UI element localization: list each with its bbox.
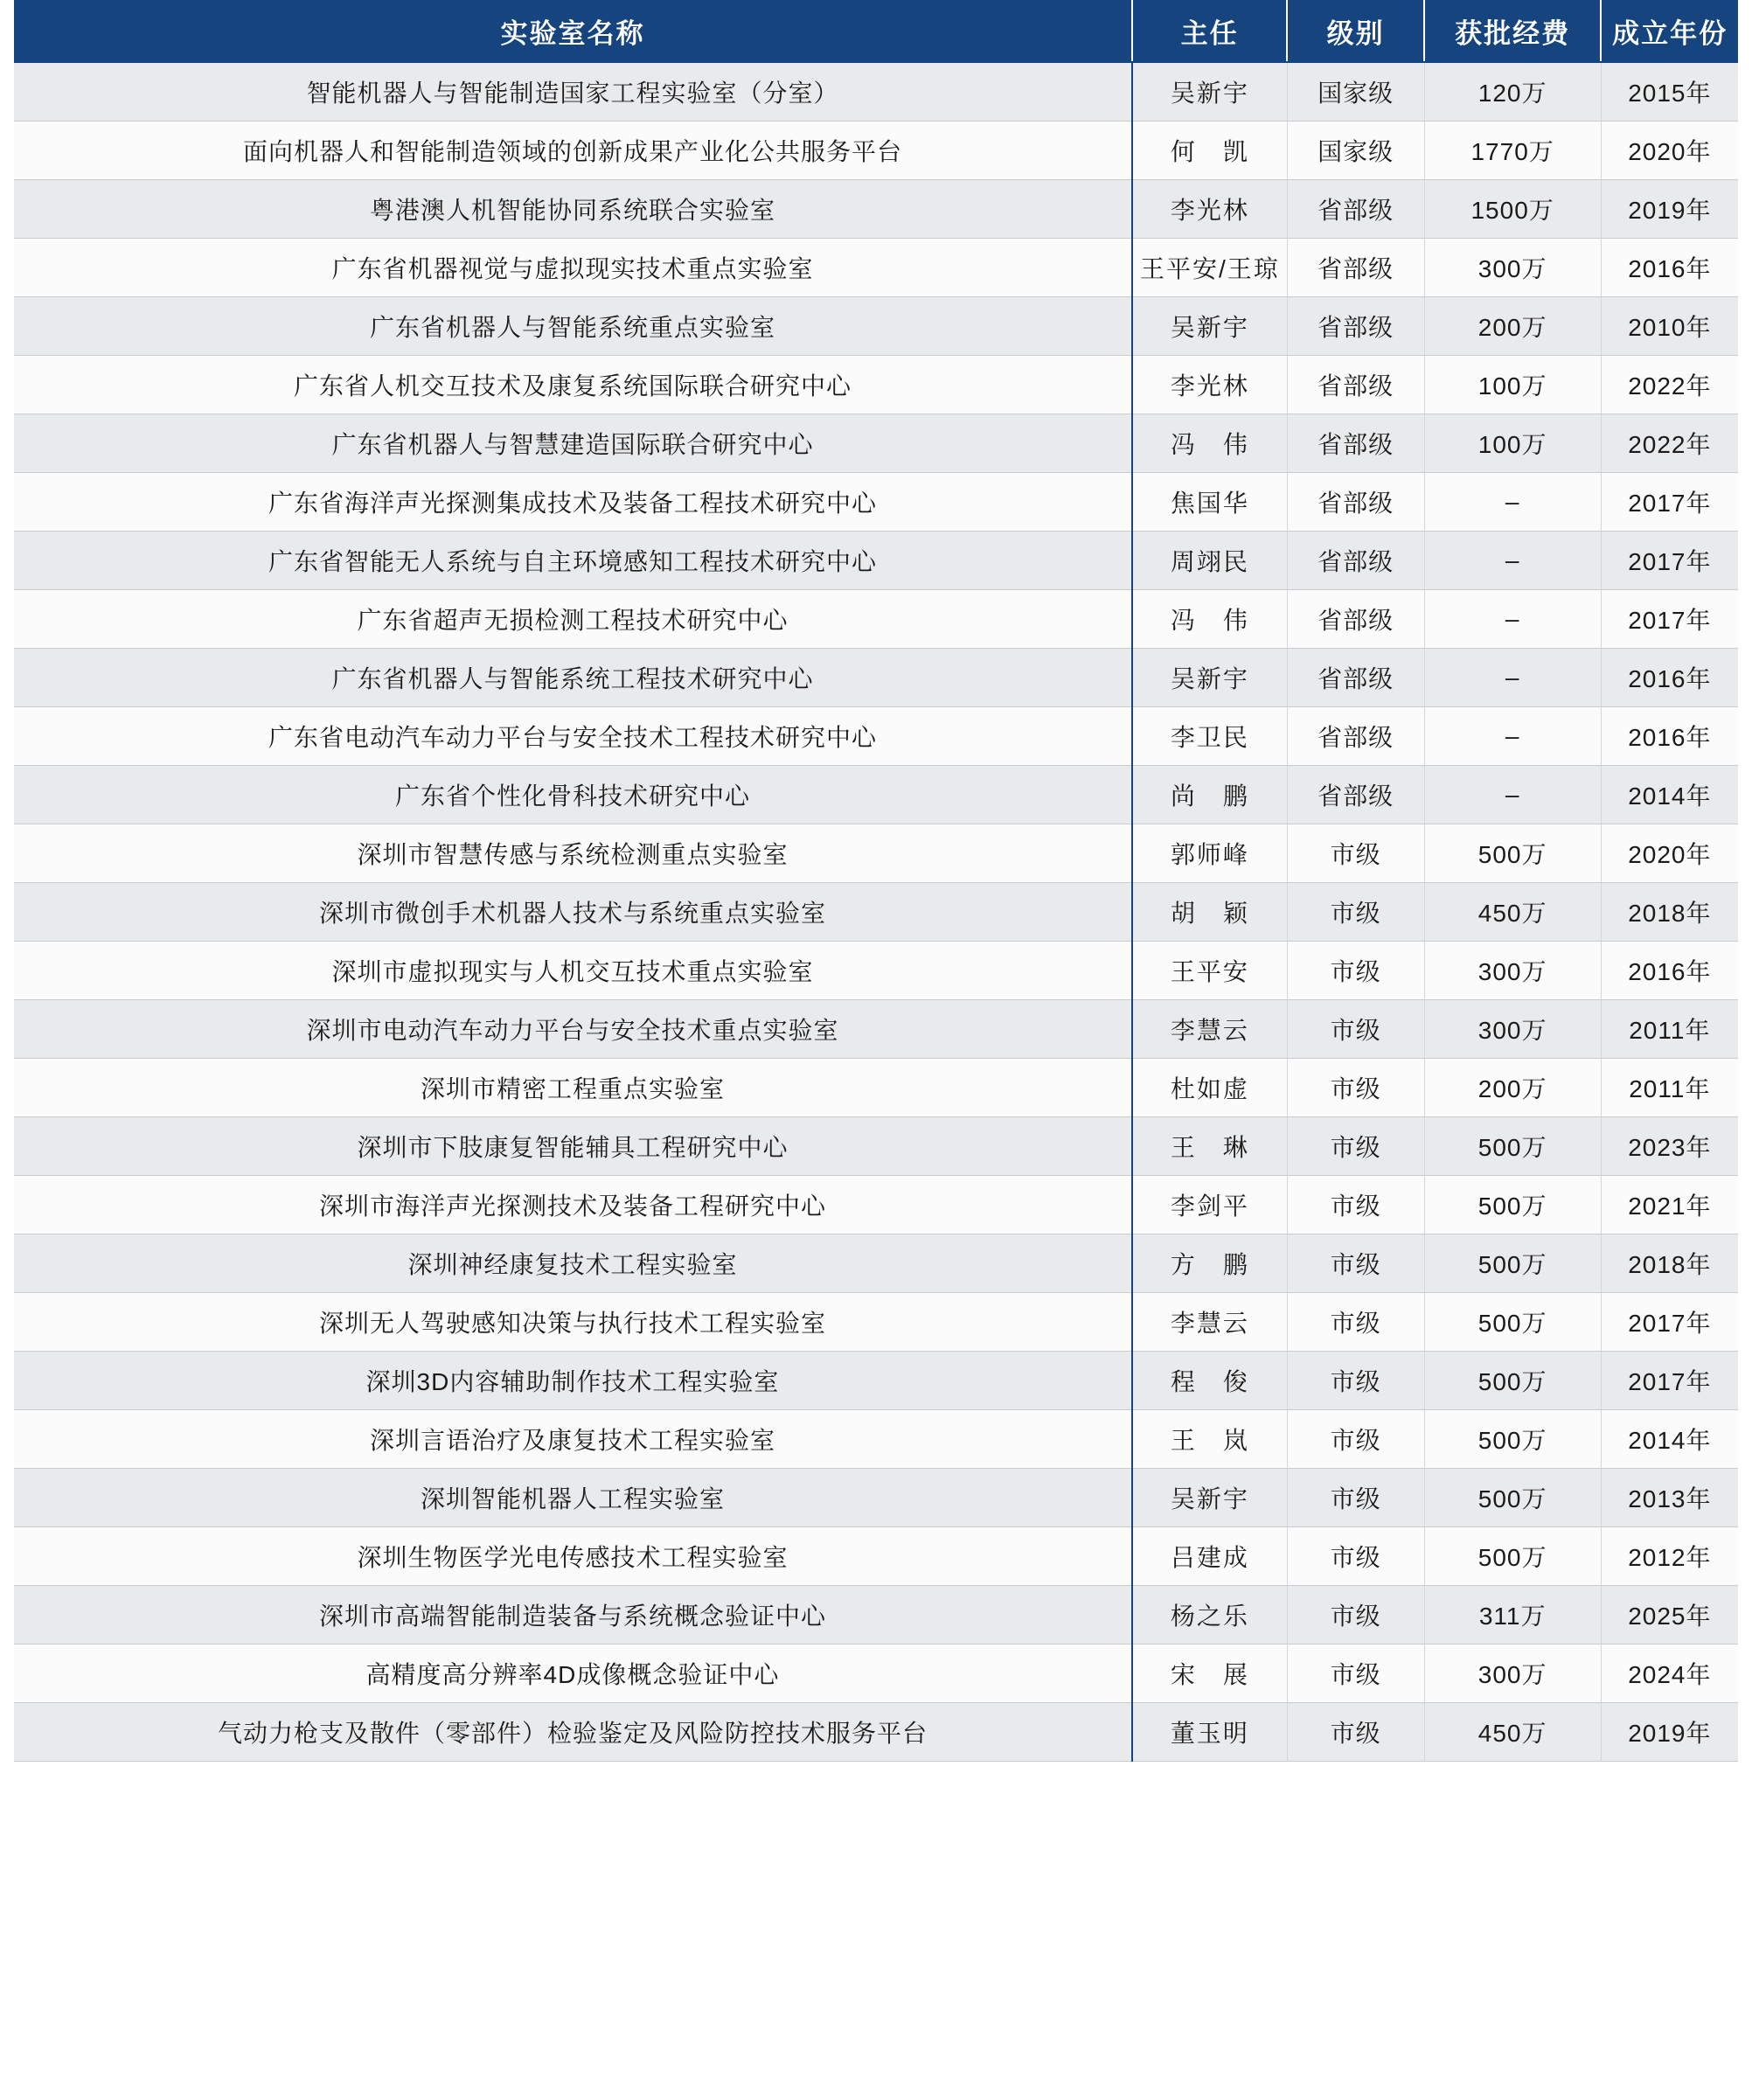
cell-director: 尚 鹏	[1132, 766, 1287, 824]
cell-lab-name: 气动力枪支及散件（零部件）检验鉴定及风险防控技术服务平台	[14, 1703, 1132, 1762]
cell-director: 周翊民	[1132, 532, 1287, 590]
cell-level: 省部级	[1287, 180, 1424, 239]
table-header	[14, 0, 1738, 62]
table-row	[14, 1410, 1738, 1469]
table-row	[14, 1527, 1738, 1586]
cell-level: 省部级	[1287, 707, 1424, 766]
cell-director: 王 岚	[1132, 1410, 1287, 1469]
cell-funding: –	[1424, 649, 1601, 707]
cell-director: 李剑平	[1132, 1176, 1287, 1234]
table-row	[14, 473, 1738, 532]
cell-lab-name: 广东省机器视觉与虚拟现实技术重点实验室	[14, 239, 1132, 297]
cell-year: 2015年	[1601, 62, 1738, 122]
cell-funding: –	[1424, 590, 1601, 649]
cell-lab-name: 深圳市下肢康复智能辅具工程研究中心	[14, 1117, 1132, 1176]
cell-funding: –	[1424, 707, 1601, 766]
table-row	[14, 942, 1738, 1000]
cell-lab-name: 深圳市电动汽车动力平台与安全技术重点实验室	[14, 1000, 1132, 1059]
cell-year: 2017年	[1601, 1352, 1738, 1410]
cell-director: 董玉明	[1132, 1703, 1287, 1762]
cell-year: 2020年	[1601, 824, 1738, 883]
cell-director: 王 琳	[1132, 1117, 1287, 1176]
cell-funding: 300万	[1424, 1645, 1601, 1703]
cell-year: 2022年	[1601, 414, 1738, 473]
cell-lab-name: 深圳神经康复技术工程实验室	[14, 1234, 1132, 1293]
column-header-director: 主任	[1132, 0, 1287, 62]
cell-funding: 120万	[1424, 62, 1601, 122]
cell-level: 国家级	[1287, 122, 1424, 180]
cell-level: 市级	[1287, 1469, 1424, 1527]
cell-funding: 500万	[1424, 1176, 1601, 1234]
cell-funding: 500万	[1424, 1352, 1601, 1410]
cell-director: 李卫民	[1132, 707, 1287, 766]
table-row	[14, 180, 1738, 239]
cell-year: 2010年	[1601, 297, 1738, 356]
cell-lab-name: 广东省智能无人系统与自主环境感知工程技术研究中心	[14, 532, 1132, 590]
cell-year: 2016年	[1601, 239, 1738, 297]
cell-director: 王平安/王琼	[1132, 239, 1287, 297]
cell-level: 省部级	[1287, 590, 1424, 649]
cell-funding: 200万	[1424, 297, 1601, 356]
cell-director: 杜如虚	[1132, 1059, 1287, 1117]
cell-year: 2013年	[1601, 1469, 1738, 1527]
cell-year: 2019年	[1601, 180, 1738, 239]
cell-director: 吴新宇	[1132, 62, 1287, 122]
cell-level: 省部级	[1287, 414, 1424, 473]
cell-year: 2014年	[1601, 766, 1738, 824]
cell-level: 省部级	[1287, 649, 1424, 707]
cell-funding: 500万	[1424, 1117, 1601, 1176]
cell-level: 省部级	[1287, 239, 1424, 297]
cell-lab-name: 深圳言语治疗及康复技术工程实验室	[14, 1410, 1132, 1469]
cell-funding: 500万	[1424, 1234, 1601, 1293]
table-row	[14, 239, 1738, 297]
cell-funding: 200万	[1424, 1059, 1601, 1117]
cell-funding: 500万	[1424, 1527, 1601, 1586]
cell-director: 吴新宇	[1132, 1469, 1287, 1527]
cell-level: 市级	[1287, 1352, 1424, 1410]
cell-level: 省部级	[1287, 356, 1424, 414]
cell-director: 宋 展	[1132, 1645, 1287, 1703]
cell-level: 市级	[1287, 1000, 1424, 1059]
cell-funding: 500万	[1424, 1469, 1601, 1527]
cell-level: 市级	[1287, 824, 1424, 883]
cell-lab-name: 广东省机器人与智慧建造国际联合研究中心	[14, 414, 1132, 473]
cell-director: 冯 伟	[1132, 590, 1287, 649]
table-row	[14, 532, 1738, 590]
table-row	[14, 649, 1738, 707]
table-row	[14, 356, 1738, 414]
cell-level: 市级	[1287, 883, 1424, 942]
cell-level: 市级	[1287, 942, 1424, 1000]
cell-year: 2011年	[1601, 1059, 1738, 1117]
table-row	[14, 1586, 1738, 1645]
cell-funding: 450万	[1424, 883, 1601, 942]
cell-funding: –	[1424, 473, 1601, 532]
column-header-lab-name: 实验室名称	[14, 0, 1132, 62]
header-row	[14, 0, 1738, 62]
table-row	[14, 590, 1738, 649]
cell-director: 方 鹏	[1132, 1234, 1287, 1293]
cell-lab-name: 广东省人机交互技术及康复系统国际联合研究中心	[14, 356, 1132, 414]
cell-year: 2020年	[1601, 122, 1738, 180]
cell-level: 市级	[1287, 1527, 1424, 1586]
cell-level: 市级	[1287, 1586, 1424, 1645]
cell-director: 李光林	[1132, 356, 1287, 414]
laboratory-table	[14, 0, 1738, 1762]
table-row	[14, 1234, 1738, 1293]
cell-director: 杨之乐	[1132, 1586, 1287, 1645]
cell-level: 市级	[1287, 1703, 1424, 1762]
table-row	[14, 1469, 1738, 1527]
cell-lab-name: 高精度高分辨率4D成像概念验证中心	[14, 1645, 1132, 1703]
cell-director: 程 俊	[1132, 1352, 1287, 1410]
cell-year: 2018年	[1601, 883, 1738, 942]
cell-director: 李光林	[1132, 180, 1287, 239]
cell-level: 市级	[1287, 1410, 1424, 1469]
cell-lab-name: 广东省机器人与智能系统工程技术研究中心	[14, 649, 1132, 707]
cell-lab-name: 深圳3D内容辅助制作技术工程实验室	[14, 1352, 1132, 1410]
cell-level: 市级	[1287, 1234, 1424, 1293]
cell-funding: 100万	[1424, 414, 1601, 473]
cell-year: 2017年	[1601, 473, 1738, 532]
table-row	[14, 122, 1738, 180]
cell-funding: 300万	[1424, 239, 1601, 297]
cell-year: 2025年	[1601, 1586, 1738, 1645]
cell-level: 省部级	[1287, 297, 1424, 356]
cell-director: 何 凯	[1132, 122, 1287, 180]
cell-lab-name: 广东省机器人与智能系统重点实验室	[14, 297, 1132, 356]
table-row	[14, 1703, 1738, 1762]
cell-year: 2017年	[1601, 1293, 1738, 1352]
cell-year: 2012年	[1601, 1527, 1738, 1586]
cell-year: 2016年	[1601, 942, 1738, 1000]
cell-year: 2022年	[1601, 356, 1738, 414]
cell-funding: 500万	[1424, 1410, 1601, 1469]
cell-year: 2017年	[1601, 532, 1738, 590]
cell-level: 省部级	[1287, 532, 1424, 590]
cell-director: 胡 颖	[1132, 883, 1287, 942]
cell-funding: –	[1424, 766, 1601, 824]
table-row	[14, 1645, 1738, 1703]
cell-year: 2019年	[1601, 1703, 1738, 1762]
cell-director: 冯 伟	[1132, 414, 1287, 473]
cell-level: 国家级	[1287, 62, 1424, 122]
column-header-funding: 获批经费	[1424, 0, 1601, 62]
cell-lab-name: 广东省电动汽车动力平台与安全技术工程技术研究中心	[14, 707, 1132, 766]
cell-lab-name: 深圳市虚拟现实与人机交互技术重点实验室	[14, 942, 1132, 1000]
table-row	[14, 824, 1738, 883]
cell-year: 2016年	[1601, 707, 1738, 766]
cell-director: 王平安	[1132, 942, 1287, 1000]
column-header-year: 成立年份	[1601, 0, 1738, 62]
cell-level: 市级	[1287, 1293, 1424, 1352]
cell-funding: 300万	[1424, 1000, 1601, 1059]
table-row	[14, 766, 1738, 824]
cell-level: 省部级	[1287, 473, 1424, 532]
cell-director: 吕建成	[1132, 1527, 1287, 1586]
cell-funding: 500万	[1424, 1293, 1601, 1352]
cell-director: 吴新宇	[1132, 649, 1287, 707]
table-row	[14, 1176, 1738, 1234]
cell-funding: 311万	[1424, 1586, 1601, 1645]
cell-year: 2018年	[1601, 1234, 1738, 1293]
cell-lab-name: 广东省个性化骨科技术研究中心	[14, 766, 1132, 824]
cell-year: 2024年	[1601, 1645, 1738, 1703]
table-row	[14, 1117, 1738, 1176]
table-body	[14, 62, 1738, 1762]
cell-year: 2023年	[1601, 1117, 1738, 1176]
cell-year: 2021年	[1601, 1176, 1738, 1234]
table-row	[14, 707, 1738, 766]
cell-year: 2014年	[1601, 1410, 1738, 1469]
table-row	[14, 1000, 1738, 1059]
cell-lab-name: 深圳生物医学光电传感技术工程实验室	[14, 1527, 1132, 1586]
cell-lab-name: 深圳市微创手术机器人技术与系统重点实验室	[14, 883, 1132, 942]
cell-funding: –	[1424, 532, 1601, 590]
cell-lab-name: 深圳智能机器人工程实验室	[14, 1469, 1132, 1527]
cell-lab-name: 深圳市精密工程重点实验室	[14, 1059, 1132, 1117]
table-row	[14, 1352, 1738, 1410]
cell-director: 郭师峰	[1132, 824, 1287, 883]
cell-director: 李慧云	[1132, 1000, 1287, 1059]
table-row	[14, 1293, 1738, 1352]
cell-lab-name: 粤港澳人机智能协同系统联合实验室	[14, 180, 1132, 239]
table-row	[14, 414, 1738, 473]
table-row	[14, 1059, 1738, 1117]
cell-lab-name: 广东省海洋声光探测集成技术及装备工程技术研究中心	[14, 473, 1132, 532]
cell-lab-name: 广东省超声无损检测工程技术研究中心	[14, 590, 1132, 649]
cell-lab-name: 面向机器人和智能制造领域的创新成果产业化公共服务平台	[14, 122, 1132, 180]
cell-lab-name: 深圳市高端智能制造装备与系统概念验证中心	[14, 1586, 1132, 1645]
cell-level: 市级	[1287, 1645, 1424, 1703]
cell-lab-name: 深圳无人驾驶感知决策与执行技术工程实验室	[14, 1293, 1132, 1352]
cell-level: 市级	[1287, 1176, 1424, 1234]
cell-level: 省部级	[1287, 766, 1424, 824]
cell-director: 吴新宇	[1132, 297, 1287, 356]
table-row	[14, 297, 1738, 356]
cell-year: 2016年	[1601, 649, 1738, 707]
cell-lab-name: 深圳市智慧传感与系统检测重点实验室	[14, 824, 1132, 883]
cell-lab-name: 深圳市海洋声光探测技术及装备工程研究中心	[14, 1176, 1132, 1234]
table-row	[14, 883, 1738, 942]
cell-funding: 500万	[1424, 824, 1601, 883]
cell-director: 李慧云	[1132, 1293, 1287, 1352]
cell-year: 2017年	[1601, 590, 1738, 649]
cell-funding: 450万	[1424, 1703, 1601, 1762]
cell-funding: 1500万	[1424, 180, 1601, 239]
cell-lab-name: 智能机器人与智能制造国家工程实验室（分室）	[14, 62, 1132, 122]
cell-director: 焦国华	[1132, 473, 1287, 532]
table-row	[14, 62, 1738, 122]
cell-funding: 300万	[1424, 942, 1601, 1000]
column-header-level: 级别	[1287, 0, 1424, 62]
cell-funding: 1770万	[1424, 122, 1601, 180]
cell-year: 2011年	[1601, 1000, 1738, 1059]
cell-level: 市级	[1287, 1117, 1424, 1176]
cell-level: 市级	[1287, 1059, 1424, 1117]
cell-funding: 100万	[1424, 356, 1601, 414]
